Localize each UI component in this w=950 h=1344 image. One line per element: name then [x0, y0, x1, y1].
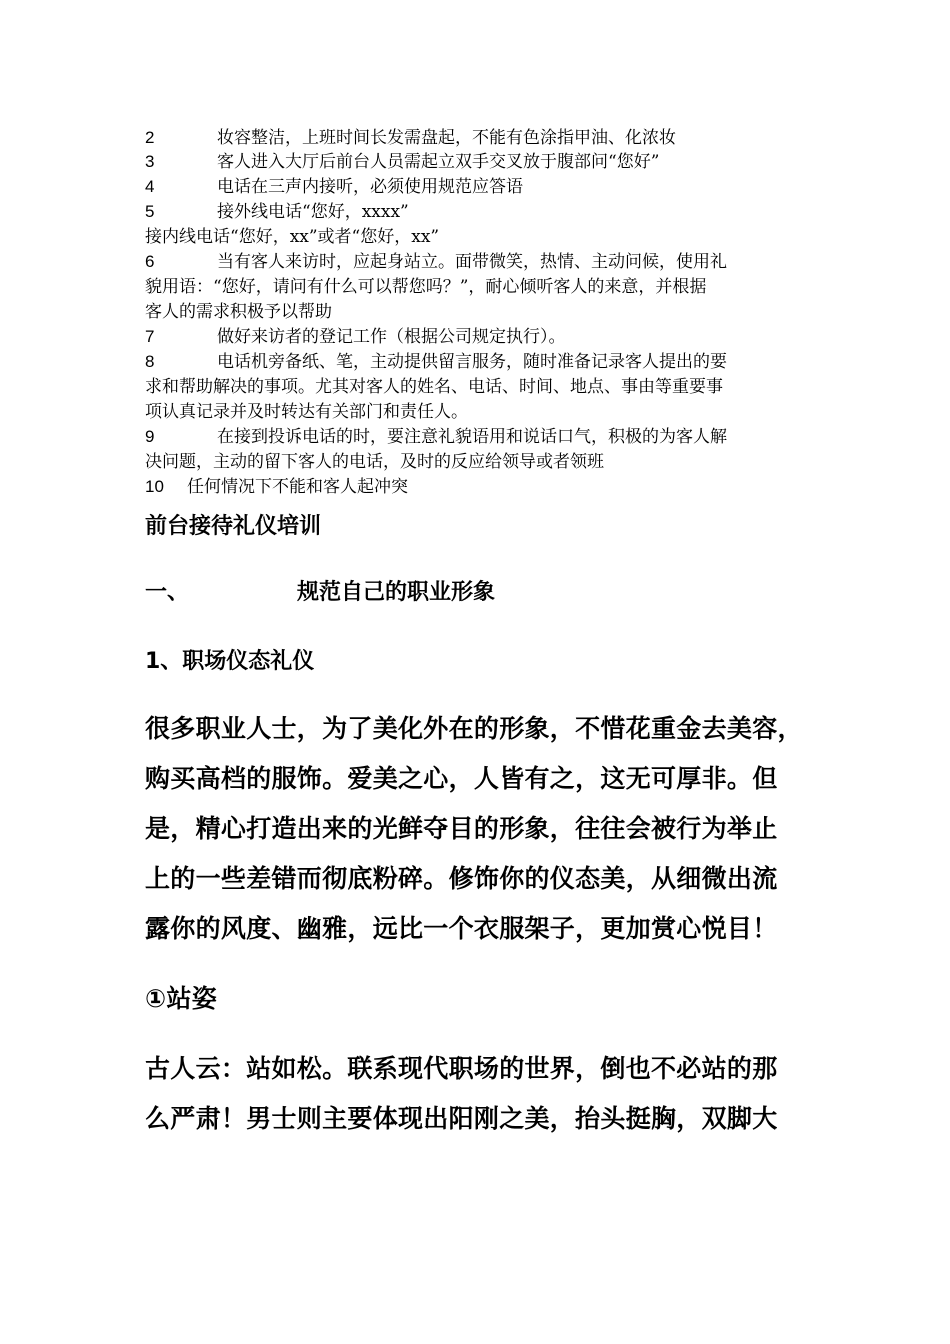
list-text: 求和帮助解决的事项。尤其对客人的姓名、电话、时间、地点、事由等重要事 [145, 377, 723, 397]
list-text: 项认真记录并及时转达有关部门和责任人。 [145, 402, 468, 422]
paragraph-line: 古人云：站如松。联系现代职场的世界，倒也不必站的那 [145, 1054, 778, 1083]
list-text: 接外线电话“您好，xxxx” [217, 202, 409, 222]
paragraph-line: 很多职业人士，为了美化外在的形象，不惜花重金去美容， [145, 714, 803, 743]
section-heading [145, 578, 495, 608]
list-text: 妆容整洁，上班时间长发需盘起，不能有色涂指甲油、化浓妆 [217, 128, 676, 148]
list-item-5-continuation [145, 225, 439, 249]
paragraph-line: 上的一些差错而彻底粉碎。修饰你的仪态美，从细微出流 [145, 864, 778, 893]
section-number: 一、 [145, 580, 190, 605]
list-item-8 [145, 350, 727, 374]
list-number: 6 [145, 252, 155, 271]
list-text: 任何情况下不能和客人起冲突 [187, 477, 408, 497]
list-number: 7 [145, 327, 155, 346]
document-title: 前台接待礼仪培训 [145, 514, 322, 539]
list-text: 当有客人来访时，应起身站立。面带微笑，热情、主动问候，使用礼 [217, 252, 727, 272]
paragraph-line: 露你的风度、幽雅，远比一个衣服架子，更加赏心悦目！ [145, 914, 778, 943]
list-text: 做好来访者的登记工作（根据公司规定执行）。 [217, 327, 566, 347]
list-number: 3 [145, 152, 155, 171]
list-text: 电话在三声内接听，必须使用规范应答语 [217, 177, 523, 197]
paragraph-line: 是，精心打造出来的光鲜夺目的形象，往往会被行为举止 [145, 814, 778, 843]
list-item-5 [145, 200, 409, 224]
list-item-2 [145, 126, 676, 150]
list-text: 客人进入大厅后前台人员需起立双手交叉放于腹部问“您好” [217, 152, 660, 172]
list-text: 决问题，主动的留下客人的电话，及时的反应给领导或者领班 [145, 452, 604, 472]
list-item-6 [145, 250, 727, 274]
list-number: 2 [145, 128, 155, 147]
list-item-4 [145, 175, 523, 199]
list-item-8-continuation [145, 400, 468, 424]
list-item-6-continuation [145, 300, 332, 324]
list-number: 5 [145, 202, 155, 221]
list-item-7 [145, 325, 566, 349]
list-item-6-continuation [145, 275, 706, 299]
list-number: 4 [145, 177, 155, 196]
list-text: 客人的需求积极予以帮助 [145, 302, 332, 322]
paragraph-line: 么严肃！男士则主要体现出阳刚之美，抬头挺胸，双脚大 [145, 1104, 778, 1133]
list-item-9-continuation [145, 450, 604, 474]
list-number: 8 [145, 352, 155, 371]
list-text: 貌用语：“您好，请问有什么可以帮您吗？”，耐心倾听客人的来意，并根据 [145, 277, 707, 297]
list-item-9 [145, 425, 727, 449]
list-text: 电话机旁备纸、笔，主动提供留言服务，随时准备记录客人提出的要 [217, 352, 727, 372]
list-number: 10 [145, 477, 164, 496]
list-item-8-continuation [145, 375, 723, 399]
subsection-heading: 1、职场仪态礼仪 [145, 649, 315, 674]
list-text: 在接到投诉电话的时，要注意礼貌语用和说话口气，积极的为客人解 [217, 427, 727, 447]
section-title: 规范自己的职业形象 [297, 580, 496, 605]
paragraph-line: 购买高档的服饰。爱美之心，人皆有之，这无可厚非。但 [145, 764, 778, 793]
list-text: 接内线电话“您好，xx”或者“您好，xx” [145, 227, 440, 247]
list-item-3 [145, 150, 659, 174]
subsubsection-heading: ①站姿 [145, 984, 218, 1013]
list-item-10 [145, 475, 408, 499]
list-number: 9 [145, 427, 155, 446]
